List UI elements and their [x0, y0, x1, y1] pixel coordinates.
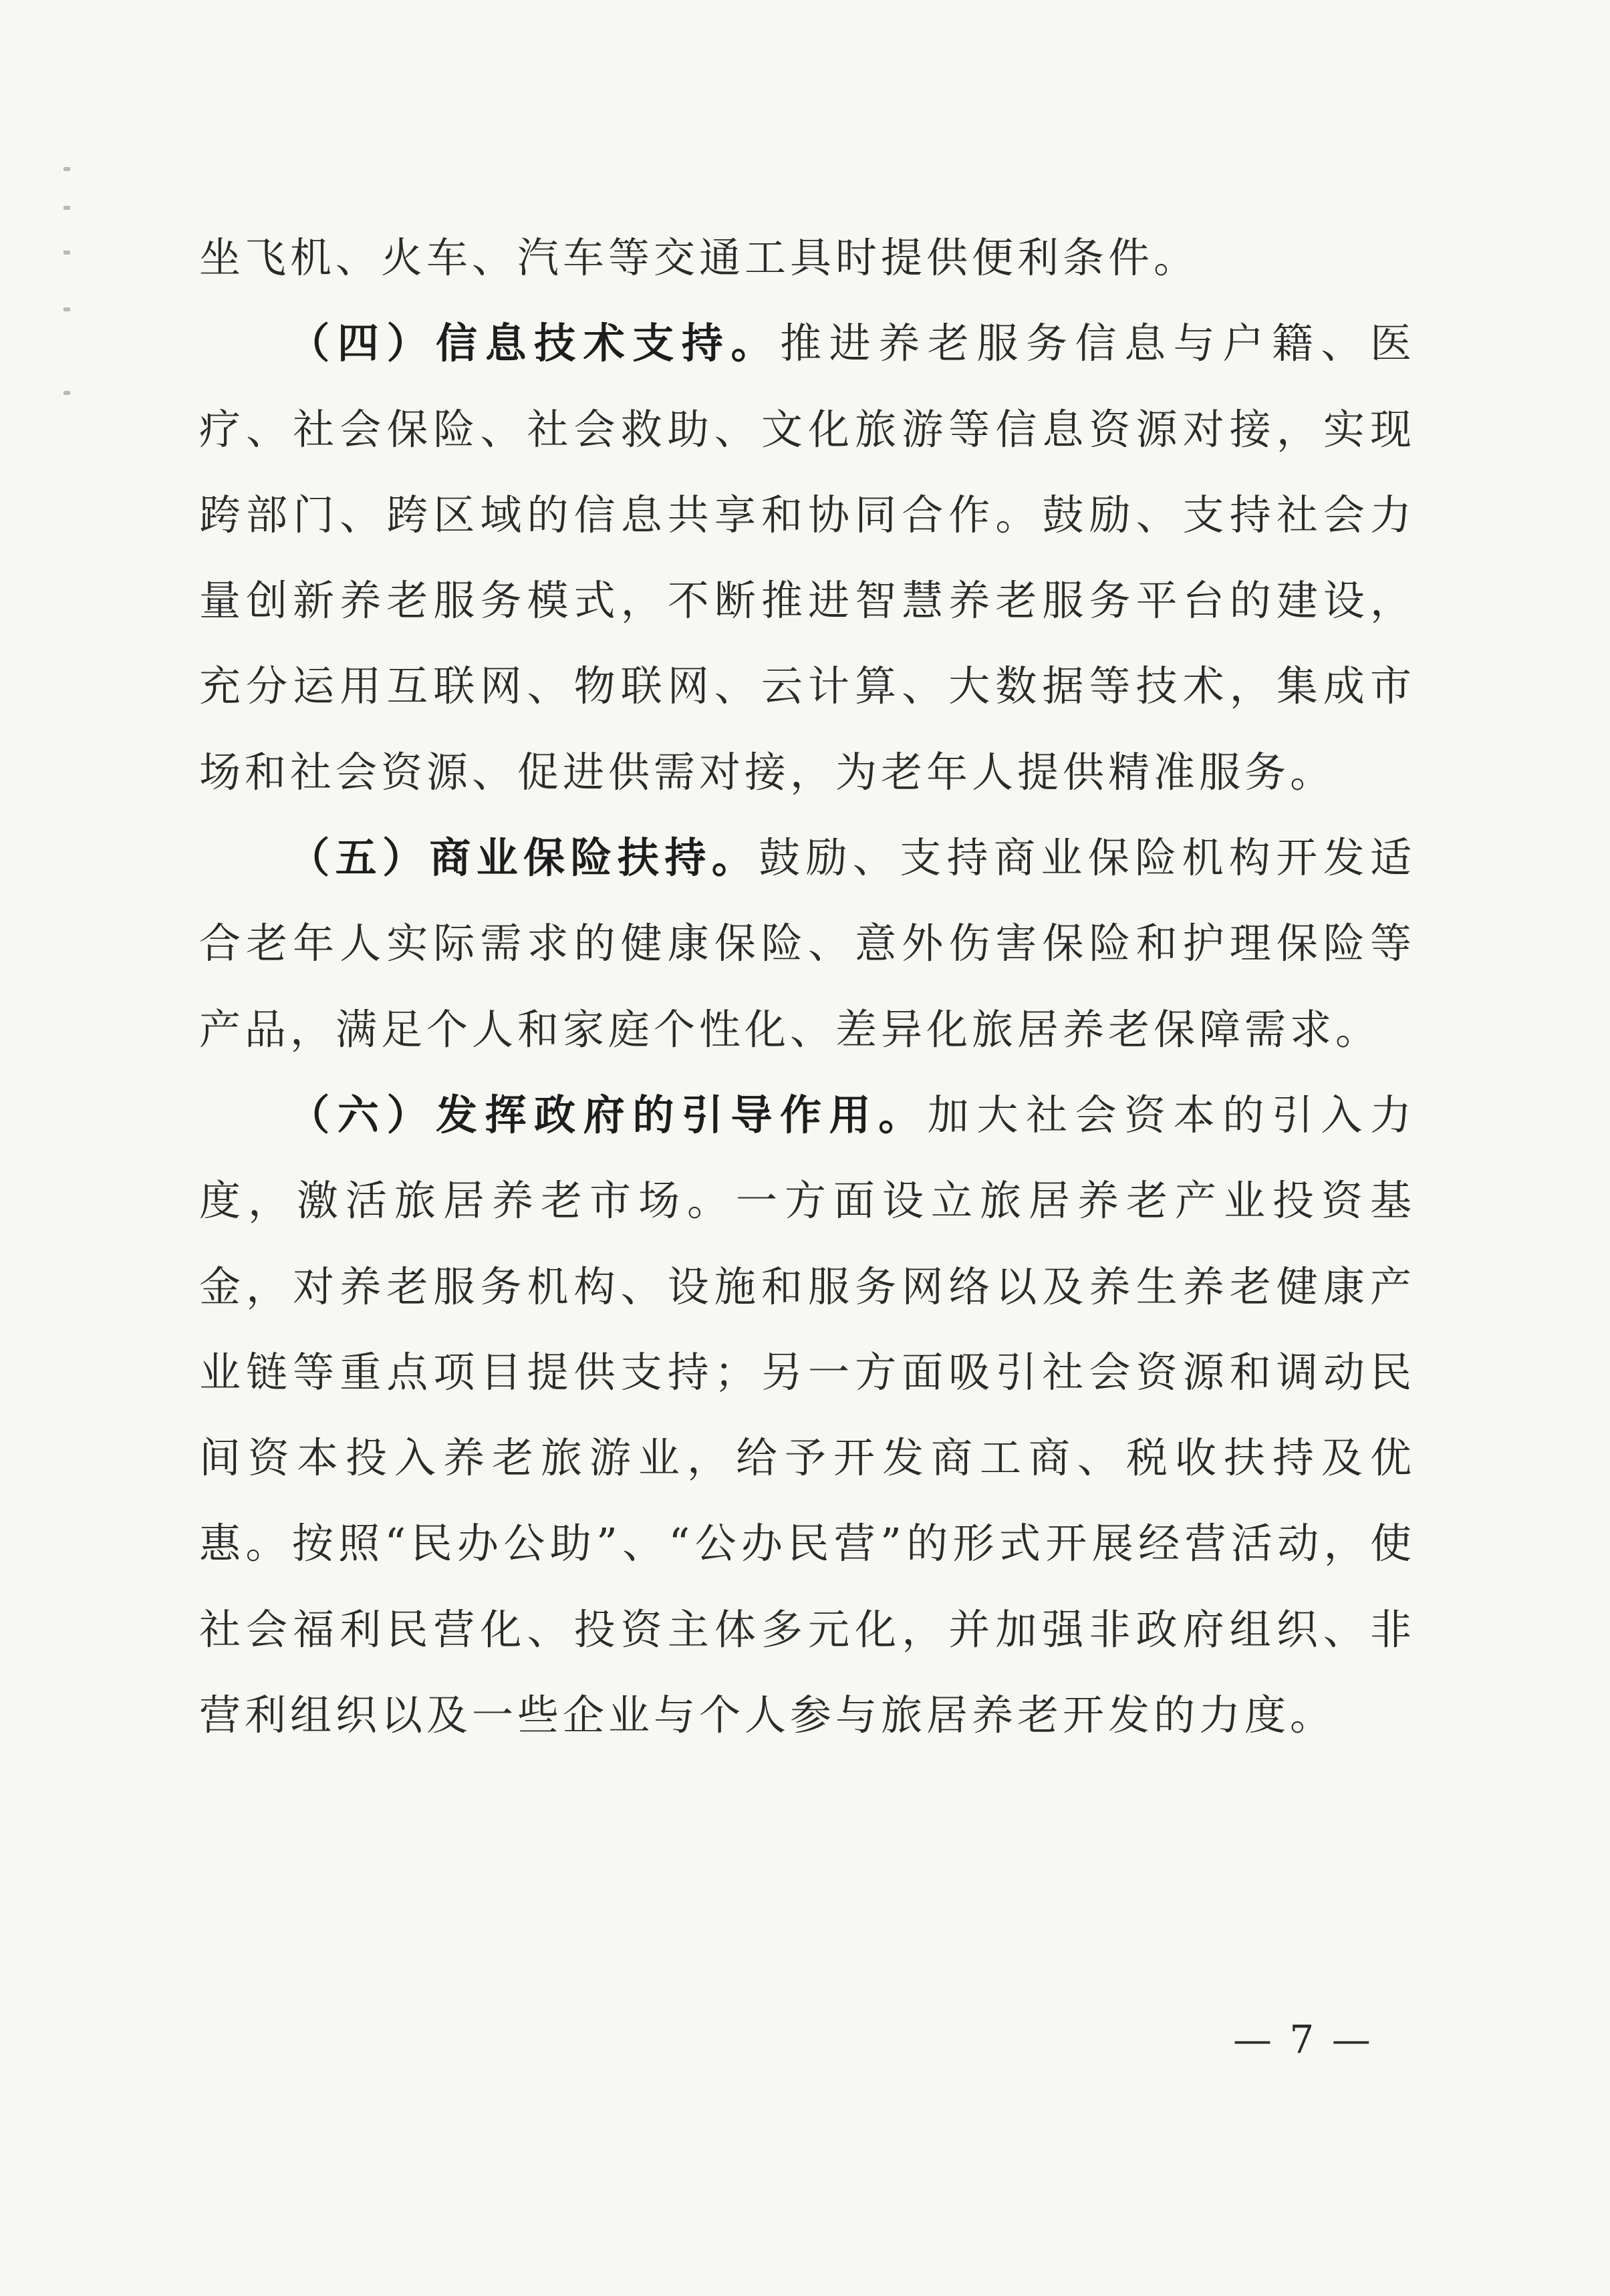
paragraph-text: 加大社会资本的引入力度，激活旅居养老市场。一方面设立旅居养老产业投资基金，对养老服务机构、设施和服务网络以及养生养老健康产业链等重点项目提供支持；另一方面吸引社会资源和调动民间资本投入养老旅游业，给予开发商工商、税收扶持及优惠。按照“民办公助”、“公办民营”的形式开展经营活动，使社会福利民营化、投资主体多元化，并加强非政府组织、非营利组织以及一些企业与个人参与旅居养老开发的力度。: [199, 1090, 1416, 1740]
paragraph-government: [199, 1072, 1416, 1758]
paragraph-text: 坐飞机、火车、汽车等交通工具时提供便利条件。: [199, 233, 1200, 282]
paragraph-text: 推进养老服务信息与户籍、医疗、社会保险、社会救助、文化旅游等信息资源对接，实现跨部门、跨区域的信息共享和协同合作。鼓励、支持社会力量创新养老服务模式，不断推进智慧养老服务平台的建设，充分运用互联网、物联网、云计算、大数据等技术，集成市场和社会资源、促进供需对接，为老年人提供精准服务。: [199, 319, 1416, 797]
paragraph-continuation: [199, 215, 1416, 301]
section-heading: （五）商业保险扶持。: [288, 833, 759, 883]
paragraph-info-tech: [199, 301, 1416, 815]
page-number: — 7 —: [1233, 2017, 1373, 2062]
section-heading: （四）信息技术支持。: [288, 319, 781, 368]
paragraph-text: 鼓励、支持商业保险机构开发适合老年人实际需求的健康保险、意外伤害保险和护理保险等产品，满足个人和家庭个性化、差异化旅居养老保障需求。: [199, 833, 1416, 1054]
scan-binding-marks: [63, 167, 77, 434]
document-body: [199, 215, 1416, 1758]
paragraph-insurance: [199, 815, 1416, 1072]
section-heading: （六）发挥政府的引导作用。: [288, 1090, 928, 1139]
